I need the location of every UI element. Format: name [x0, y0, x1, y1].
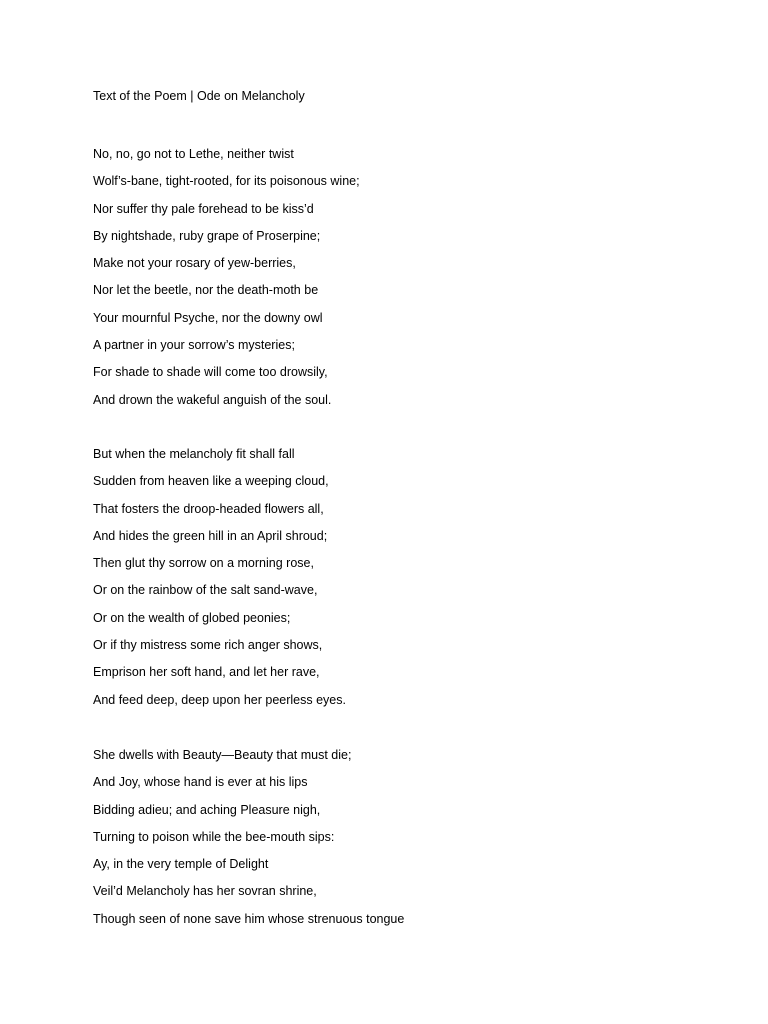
stanza-2	[93, 441, 346, 714]
poem-line: No, no, go not to Lethe, neither twist	[93, 147, 294, 161]
poem-line: Sudden from heaven like a weeping cloud,	[93, 474, 329, 489]
poem-line: And feed deep, deep upon her peerless eyes.	[93, 692, 346, 707]
poem-line: Bidding adieu; and aching Pleasure nigh,	[93, 802, 321, 817]
poem-line: Ay, in the very temple of Delight	[93, 857, 269, 872]
poem-line: Nor suffer thy pale forehead to be kiss’d	[93, 201, 314, 216]
poem-line: Nor let the beetle, nor the death-moth be	[93, 283, 319, 298]
poem-line: That fosters the droop-headed flowers all,	[93, 501, 324, 516]
poem-line: She dwells with Beauty—Beauty that must die;	[93, 748, 352, 762]
poem-line: Or if thy mistress some rich anger shows,	[93, 638, 323, 653]
stanza-3	[93, 742, 404, 933]
poem-line: Make not your rosary of yew-berries,	[93, 256, 296, 271]
poem-line: A partner in your sorrow’s mysteries;	[93, 338, 295, 353]
poem-line: Your mournful Psyche, nor the downy owl	[93, 310, 323, 325]
poem-line: Wolf’s-bane, tight-rooted, for its poisonous wine;	[93, 174, 360, 189]
stanza-1	[93, 141, 360, 414]
poem-line: Or on the rainbow of the salt sand-wave,	[93, 583, 318, 598]
poem-line: Or on the wealth of globed peonies;	[93, 610, 291, 625]
poem-line: Though seen of none save him whose strenuous tongue	[93, 911, 405, 926]
poem-line: And drown the wakeful anguish of the soul.	[93, 392, 332, 407]
poem-line: And Joy, whose hand is ever at his lips	[93, 775, 308, 790]
poem-line: And hides the green hill in an April shroud;	[93, 528, 328, 543]
poem-line: Emprison her soft hand, and let her rave,	[93, 665, 320, 680]
poem-line: Then glut thy sorrow on a morning rose,	[93, 556, 314, 571]
poem-line: Veil’d Melancholy has her sovran shrine,	[93, 884, 317, 899]
poem-title: Text of the Poem | Ode on Melancholy	[93, 89, 305, 103]
poem-line: But when the melancholy fit shall fall	[93, 447, 295, 461]
poem-line: Turning to poison while the bee-mouth sips:	[93, 829, 335, 844]
poem-line: By nightshade, ruby grape of Proserpine;	[93, 228, 321, 243]
poem-line: For shade to shade will come too drowsily,	[93, 365, 328, 380]
